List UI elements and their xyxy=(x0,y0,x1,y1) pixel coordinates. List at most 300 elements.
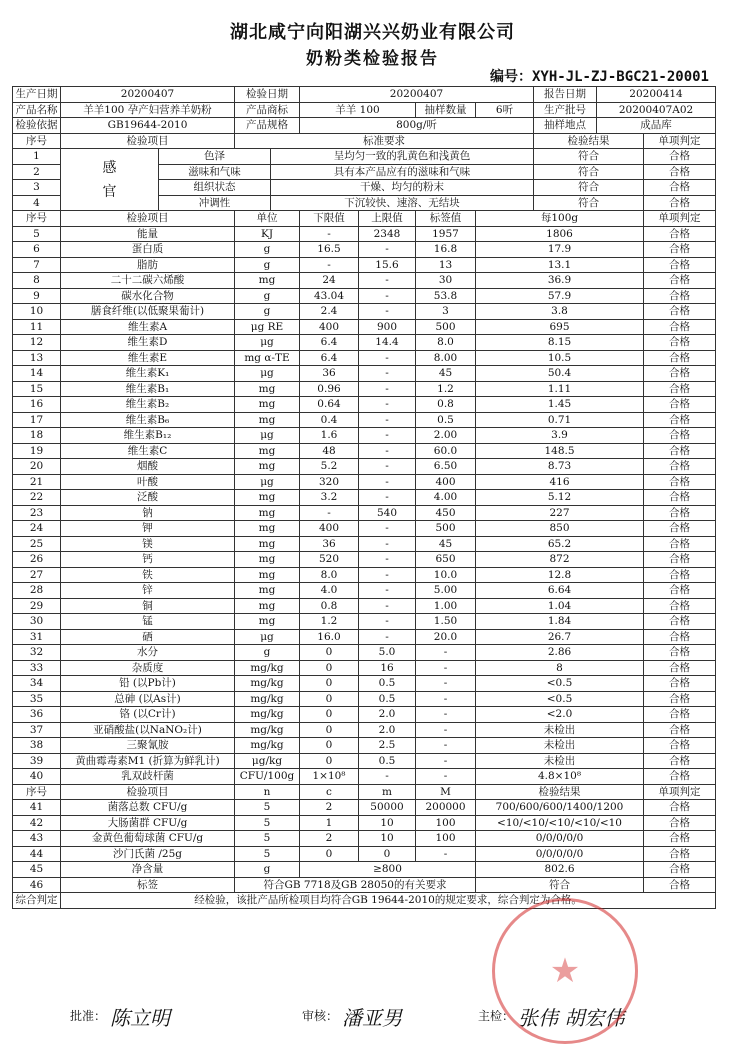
test-result: 1.45 xyxy=(476,397,644,413)
upper-limit: 900 xyxy=(359,319,416,335)
upper-limit: - xyxy=(359,366,416,382)
lower-limit: 0 xyxy=(300,722,359,738)
lower-limit: 43.04 xyxy=(300,288,359,304)
info-cell: 6听 xyxy=(476,102,534,118)
lower-limit: 0.4 xyxy=(300,412,359,428)
nutrient-row xyxy=(13,505,716,521)
label-value: - xyxy=(416,707,476,723)
test-item: 膳食纤维(以低聚果葡计) xyxy=(61,304,235,320)
document-number-value: XYH-JL-ZJ-BGC21-20001 xyxy=(531,69,709,85)
nutrient-row xyxy=(13,319,716,335)
test-result: 8.15 xyxy=(476,335,644,351)
column-header: 单位 xyxy=(235,211,300,227)
test-result: 4.8×10⁸ xyxy=(476,769,644,785)
info-row xyxy=(13,102,716,118)
row-number: 4 xyxy=(13,195,61,211)
unit: mg xyxy=(235,521,300,537)
lower-limit: 36 xyxy=(300,536,359,552)
label-value: 6.50 xyxy=(416,459,476,475)
test-result: 872 xyxy=(476,552,644,568)
test-item: 铁 xyxy=(61,567,235,583)
upper-limit: 0.5 xyxy=(359,753,416,769)
unit: mg xyxy=(235,412,300,428)
row-number: 27 xyxy=(13,567,61,583)
test-result: 符合 xyxy=(534,164,644,180)
row-number: 10 xyxy=(13,304,61,320)
c-value: 1 xyxy=(300,815,359,831)
M-value: 100 xyxy=(416,815,476,831)
unit: g xyxy=(235,288,300,304)
nutrient-row xyxy=(13,257,716,273)
c-value: 2 xyxy=(300,800,359,816)
M-value: 200000 xyxy=(416,800,476,816)
micro-header-row xyxy=(13,784,716,800)
test-result: 符合 xyxy=(476,877,644,893)
unit: mg xyxy=(235,614,300,630)
lower-limit: 0.8 xyxy=(300,598,359,614)
row-number: 25 xyxy=(13,536,61,552)
row-number: 40 xyxy=(13,769,61,785)
upper-limit: - xyxy=(359,459,416,475)
tester-signature xyxy=(478,1002,624,1031)
test-result: 1.04 xyxy=(476,598,644,614)
nutrient-row xyxy=(13,350,716,366)
unit: μg/kg xyxy=(235,753,300,769)
lower-limit: 0 xyxy=(300,691,359,707)
test-item: 维生素B₁₂ xyxy=(61,428,235,444)
info-row xyxy=(13,87,716,103)
judgement: 合格 xyxy=(644,288,716,304)
label-value: 60.0 xyxy=(416,443,476,459)
nutrient-row xyxy=(13,288,716,304)
unit: μg xyxy=(235,335,300,351)
judgement: 合格 xyxy=(644,149,716,165)
test-item: 亚硝酸盐(以NaNO₂计) xyxy=(61,722,235,738)
judgement: 合格 xyxy=(644,691,716,707)
test-item: 碳水化合物 xyxy=(61,288,235,304)
unit: mg xyxy=(235,552,300,568)
judgement: 合格 xyxy=(644,831,716,847)
info-row xyxy=(13,118,716,134)
row-number: 35 xyxy=(13,691,61,707)
row-number: 36 xyxy=(13,707,61,723)
row-number: 6 xyxy=(13,242,61,258)
unit: g xyxy=(235,304,300,320)
judgement: 合格 xyxy=(644,490,716,506)
column-header: 标签值 xyxy=(416,211,476,227)
nutrient-row xyxy=(13,753,716,769)
row-number: 11 xyxy=(13,319,61,335)
info-cell: 产品商标 xyxy=(235,102,300,118)
judgement: 合格 xyxy=(644,753,716,769)
row-number: 43 xyxy=(13,831,61,847)
row-number: 19 xyxy=(13,443,61,459)
column-header: 下限值 xyxy=(300,211,359,227)
test-item: 维生素B₁ xyxy=(61,381,235,397)
report-title: 奶粉类检验报告 xyxy=(306,49,439,69)
test-item: 烟酸 xyxy=(61,459,235,475)
lower-limit: 1.2 xyxy=(300,614,359,630)
m-value: 50000 xyxy=(359,800,416,816)
label-value: 8.00 xyxy=(416,350,476,366)
upper-limit: - xyxy=(359,273,416,289)
lower-limit: 0 xyxy=(300,738,359,754)
m-value: 10 xyxy=(359,815,416,831)
row-number: 24 xyxy=(13,521,61,537)
label-value: 20.0 xyxy=(416,629,476,645)
label-value: 0.5 xyxy=(416,412,476,428)
info-cell: 20200407A02 xyxy=(597,102,716,118)
row-number: 12 xyxy=(13,335,61,351)
test-result: 5.12 xyxy=(476,490,644,506)
column-header: n xyxy=(235,784,300,800)
row-number: 17 xyxy=(13,412,61,428)
unit: mg xyxy=(235,443,300,459)
upper-limit: 15.6 xyxy=(359,257,416,273)
sensory-row xyxy=(13,149,716,165)
judgement: 合格 xyxy=(644,428,716,444)
test-result: 2.86 xyxy=(476,645,644,661)
judgement: 合格 xyxy=(644,273,716,289)
unit: mg xyxy=(235,598,300,614)
nutrient-row xyxy=(13,474,716,490)
conclusion-row xyxy=(13,893,716,909)
info-cell: 抽样地点 xyxy=(534,118,597,134)
test-item: 铬 (以Cr计) xyxy=(61,707,235,723)
reviewer-label: 审核： xyxy=(302,1009,339,1023)
info-cell: 800g/听 xyxy=(300,118,534,134)
lower-limit: 400 xyxy=(300,521,359,537)
judgement: 合格 xyxy=(644,536,716,552)
upper-limit: 540 xyxy=(359,505,416,521)
test-result: 1806 xyxy=(476,226,644,242)
row-number: 41 xyxy=(13,800,61,816)
info-cell: 20200407 xyxy=(300,87,534,103)
row-number: 42 xyxy=(13,815,61,831)
label-value: 0.8 xyxy=(416,397,476,413)
upper-limit: - xyxy=(359,614,416,630)
upper-limit: - xyxy=(359,474,416,490)
nutrient-row xyxy=(13,567,716,583)
test-result: 850 xyxy=(476,521,644,537)
upper-limit: 2.5 xyxy=(359,738,416,754)
nutrient-row xyxy=(13,443,716,459)
micro-row xyxy=(13,800,716,816)
row-number: 39 xyxy=(13,753,61,769)
judgement: 合格 xyxy=(644,381,716,397)
lower-limit: 400 xyxy=(300,319,359,335)
test-result: 227 xyxy=(476,505,644,521)
judgement: 合格 xyxy=(644,304,716,320)
unit: g xyxy=(235,257,300,273)
lower-limit: 48 xyxy=(300,443,359,459)
judgement: 合格 xyxy=(644,583,716,599)
column-header: 序号 xyxy=(13,133,61,149)
reviewer-name: 潘亚男 xyxy=(342,1006,403,1030)
test-result: 8 xyxy=(476,660,644,676)
column-header: 上限值 xyxy=(359,211,416,227)
lower-limit: 36 xyxy=(300,366,359,382)
judgement: 合格 xyxy=(644,257,716,273)
label-value: 2.00 xyxy=(416,428,476,444)
label-value: 45 xyxy=(416,536,476,552)
label-value: 13 xyxy=(416,257,476,273)
test-item: 叶酸 xyxy=(61,474,235,490)
upper-limit: - xyxy=(359,629,416,645)
lower-limit: 0.64 xyxy=(300,397,359,413)
sensory-requirement: 下沉较快、速溶、无结块 xyxy=(271,195,534,211)
label-value: 650 xyxy=(416,552,476,568)
upper-limit: 0.5 xyxy=(359,691,416,707)
nutrient-row xyxy=(13,738,716,754)
column-header: c xyxy=(300,784,359,800)
nutrient-row xyxy=(13,722,716,738)
test-result: 0.71 xyxy=(476,412,644,428)
test-result: 0/0/0/0/0 xyxy=(476,831,644,847)
label-row xyxy=(13,877,716,893)
n-value: 5 xyxy=(235,800,300,816)
test-result: 0/0/0/0/0 xyxy=(476,846,644,862)
judgement: 合格 xyxy=(644,660,716,676)
unit: KJ xyxy=(235,226,300,242)
judgement: 合格 xyxy=(644,505,716,521)
test-item: 标签 xyxy=(61,877,235,893)
test-result: 3.9 xyxy=(476,428,644,444)
sensory-attribute: 色泽 xyxy=(159,149,271,165)
nutrient-row xyxy=(13,490,716,506)
nutrient-row xyxy=(13,676,716,692)
judgement: 合格 xyxy=(644,319,716,335)
test-result: 1.11 xyxy=(476,381,644,397)
label-value: 5.00 xyxy=(416,583,476,599)
column-header: 序号 xyxy=(13,784,61,800)
judgement: 合格 xyxy=(644,676,716,692)
nutrient-row xyxy=(13,242,716,258)
lower-limit: 6.4 xyxy=(300,350,359,366)
nutrient-row xyxy=(13,552,716,568)
unit: mg/kg xyxy=(235,707,300,723)
judgement: 合格 xyxy=(644,722,716,738)
test-item: 乳双歧杆菌 xyxy=(61,769,235,785)
info-cell: 20200407 xyxy=(61,87,235,103)
unit: mg xyxy=(235,273,300,289)
unit: mg xyxy=(235,505,300,521)
upper-limit: - xyxy=(359,288,416,304)
info-cell: 检验依据 xyxy=(13,118,61,134)
test-result: 12.8 xyxy=(476,567,644,583)
lower-limit: - xyxy=(300,505,359,521)
net-content-row xyxy=(13,862,716,878)
upper-limit: - xyxy=(359,242,416,258)
test-result: 802.6 xyxy=(476,862,644,878)
judgement: 合格 xyxy=(644,195,716,211)
label-value: 10.0 xyxy=(416,567,476,583)
lower-limit: 320 xyxy=(300,474,359,490)
upper-limit: 0.5 xyxy=(359,676,416,692)
unit: mg xyxy=(235,583,300,599)
sensory-attribute: 滋味和气味 xyxy=(159,164,271,180)
requirement: 符合GB 7718及GB 28050的有关要求 xyxy=(235,877,476,893)
label-value: 4.00 xyxy=(416,490,476,506)
nutrient-row xyxy=(13,366,716,382)
nutrient-row xyxy=(13,273,716,289)
unit: μg xyxy=(235,428,300,444)
row-number: 9 xyxy=(13,288,61,304)
lower-limit: 0 xyxy=(300,676,359,692)
info-cell: 检验日期 xyxy=(235,87,300,103)
sensory-group-label: 感 官 xyxy=(61,149,159,211)
test-item: 大肠菌群 CFU/g xyxy=(61,815,235,831)
m-value: 10 xyxy=(359,831,416,847)
test-item: 菌落总数 CFU/g xyxy=(61,800,235,816)
unit: mg xyxy=(235,490,300,506)
judgement: 合格 xyxy=(644,846,716,862)
company-name: 湖北咸宁向阳湖兴兴奶业有限公司 xyxy=(230,22,515,43)
test-item: 脂肪 xyxy=(61,257,235,273)
judgement: 合格 xyxy=(644,335,716,351)
requirement: ≥800 xyxy=(300,862,476,878)
info-cell: 抽样数量 xyxy=(416,102,476,118)
m-value: 0 xyxy=(359,846,416,862)
test-item: 钙 xyxy=(61,552,235,568)
test-result: 符合 xyxy=(534,195,644,211)
judgement: 合格 xyxy=(644,412,716,428)
test-result: 未检出 xyxy=(476,753,644,769)
info-cell: 羊羊100 孕产妇营养羊奶粉 xyxy=(61,102,235,118)
seal-star-icon: ★ xyxy=(549,951,581,991)
row-number: 33 xyxy=(13,660,61,676)
judgement: 合格 xyxy=(644,645,716,661)
lower-limit: 1×10⁸ xyxy=(300,769,359,785)
judgement: 合格 xyxy=(644,567,716,583)
judgement: 合格 xyxy=(644,242,716,258)
label-value: 450 xyxy=(416,505,476,521)
nutrient-row xyxy=(13,707,716,723)
row-number: 18 xyxy=(13,428,61,444)
test-item: 三聚氰胺 xyxy=(61,738,235,754)
unit: mg α-TE xyxy=(235,350,300,366)
conclusion-text: 经检验，该批产品所检项目均符合GB 19644-2010的规定要求，综合判定为合格。 xyxy=(61,893,716,909)
test-item: 总砷 (以As计) xyxy=(61,691,235,707)
test-item: 泛酸 xyxy=(61,490,235,506)
nutrient-row xyxy=(13,459,716,475)
test-result: <10/<10/<10/<10/<10 xyxy=(476,815,644,831)
label-value: 1.00 xyxy=(416,598,476,614)
row-number: 20 xyxy=(13,459,61,475)
label-value: 30 xyxy=(416,273,476,289)
unit: μg xyxy=(235,366,300,382)
label-value: 400 xyxy=(416,474,476,490)
sensory-requirement: 干燥、均匀的粉末 xyxy=(271,180,534,196)
M-value: - xyxy=(416,846,476,862)
sensory-header-row xyxy=(13,133,716,149)
test-item: 铜 xyxy=(61,598,235,614)
upper-limit: - xyxy=(359,381,416,397)
judgement: 合格 xyxy=(644,815,716,831)
nutrient-row xyxy=(13,629,716,645)
lower-limit: 3.2 xyxy=(300,490,359,506)
upper-limit: - xyxy=(359,397,416,413)
unit: mg/kg xyxy=(235,660,300,676)
row-number: 21 xyxy=(13,474,61,490)
upper-limit: 16 xyxy=(359,660,416,676)
label-value: - xyxy=(416,676,476,692)
column-header: 每100g xyxy=(476,211,644,227)
test-result: 148.5 xyxy=(476,443,644,459)
test-result: 1.84 xyxy=(476,614,644,630)
lower-limit: 0 xyxy=(300,753,359,769)
label-value: - xyxy=(416,691,476,707)
approver-label: 批准： xyxy=(70,1009,107,1023)
unit: μg RE xyxy=(235,319,300,335)
upper-limit: - xyxy=(359,490,416,506)
approver-signature xyxy=(70,1002,170,1031)
upper-limit: 2.0 xyxy=(359,707,416,723)
upper-limit: 2348 xyxy=(359,226,416,242)
lower-limit: 5.2 xyxy=(300,459,359,475)
unit: g xyxy=(235,645,300,661)
judgement: 合格 xyxy=(644,614,716,630)
column-header: 序号 xyxy=(13,211,61,227)
lower-limit: 16.0 xyxy=(300,629,359,645)
nutrient-row xyxy=(13,335,716,351)
row-number: 13 xyxy=(13,350,61,366)
judgement: 合格 xyxy=(644,164,716,180)
lower-limit: 8.0 xyxy=(300,567,359,583)
test-item: 金黄色葡萄球菌 CFU/g xyxy=(61,831,235,847)
test-item: 维生素K₁ xyxy=(61,366,235,382)
info-cell: 生产日期 xyxy=(13,87,61,103)
label-value: - xyxy=(416,738,476,754)
test-item: 能量 xyxy=(61,226,235,242)
nutrient-header-row xyxy=(13,211,716,227)
lower-limit: 6.4 xyxy=(300,335,359,351)
test-item: 维生素D xyxy=(61,335,235,351)
test-result: 3.8 xyxy=(476,304,644,320)
judgement: 合格 xyxy=(644,862,716,878)
column-header: 检验结果 xyxy=(476,784,644,800)
nutrient-row xyxy=(13,598,716,614)
unit: mg/kg xyxy=(235,738,300,754)
row-number: 15 xyxy=(13,381,61,397)
label-value: 8.0 xyxy=(416,335,476,351)
row-number: 14 xyxy=(13,366,61,382)
judgement: 合格 xyxy=(644,769,716,785)
test-item: 锌 xyxy=(61,583,235,599)
nutrient-row xyxy=(13,769,716,785)
sensory-requirement: 具有本产品应有的滋味和气味 xyxy=(271,164,534,180)
label-value: - xyxy=(416,769,476,785)
row-number: 38 xyxy=(13,738,61,754)
info-cell: 报告日期 xyxy=(534,87,597,103)
test-item: 维生素E xyxy=(61,350,235,366)
sensory-requirement: 呈均匀一致的乳黄色和浅黄色 xyxy=(271,149,534,165)
column-header: 检验项目 xyxy=(61,211,235,227)
info-cell: 成品库 xyxy=(597,118,716,134)
label-value: 45 xyxy=(416,366,476,382)
test-result: 65.2 xyxy=(476,536,644,552)
nutrient-row xyxy=(13,397,716,413)
unit: mg/kg xyxy=(235,676,300,692)
unit: mg/kg xyxy=(235,691,300,707)
test-item: 维生素B₆ xyxy=(61,412,235,428)
nutrient-row xyxy=(13,645,716,661)
row-number: 28 xyxy=(13,583,61,599)
judgement: 合格 xyxy=(644,707,716,723)
report-table xyxy=(12,86,716,909)
unit: mg xyxy=(235,536,300,552)
info-cell: 产品名称 xyxy=(13,102,61,118)
